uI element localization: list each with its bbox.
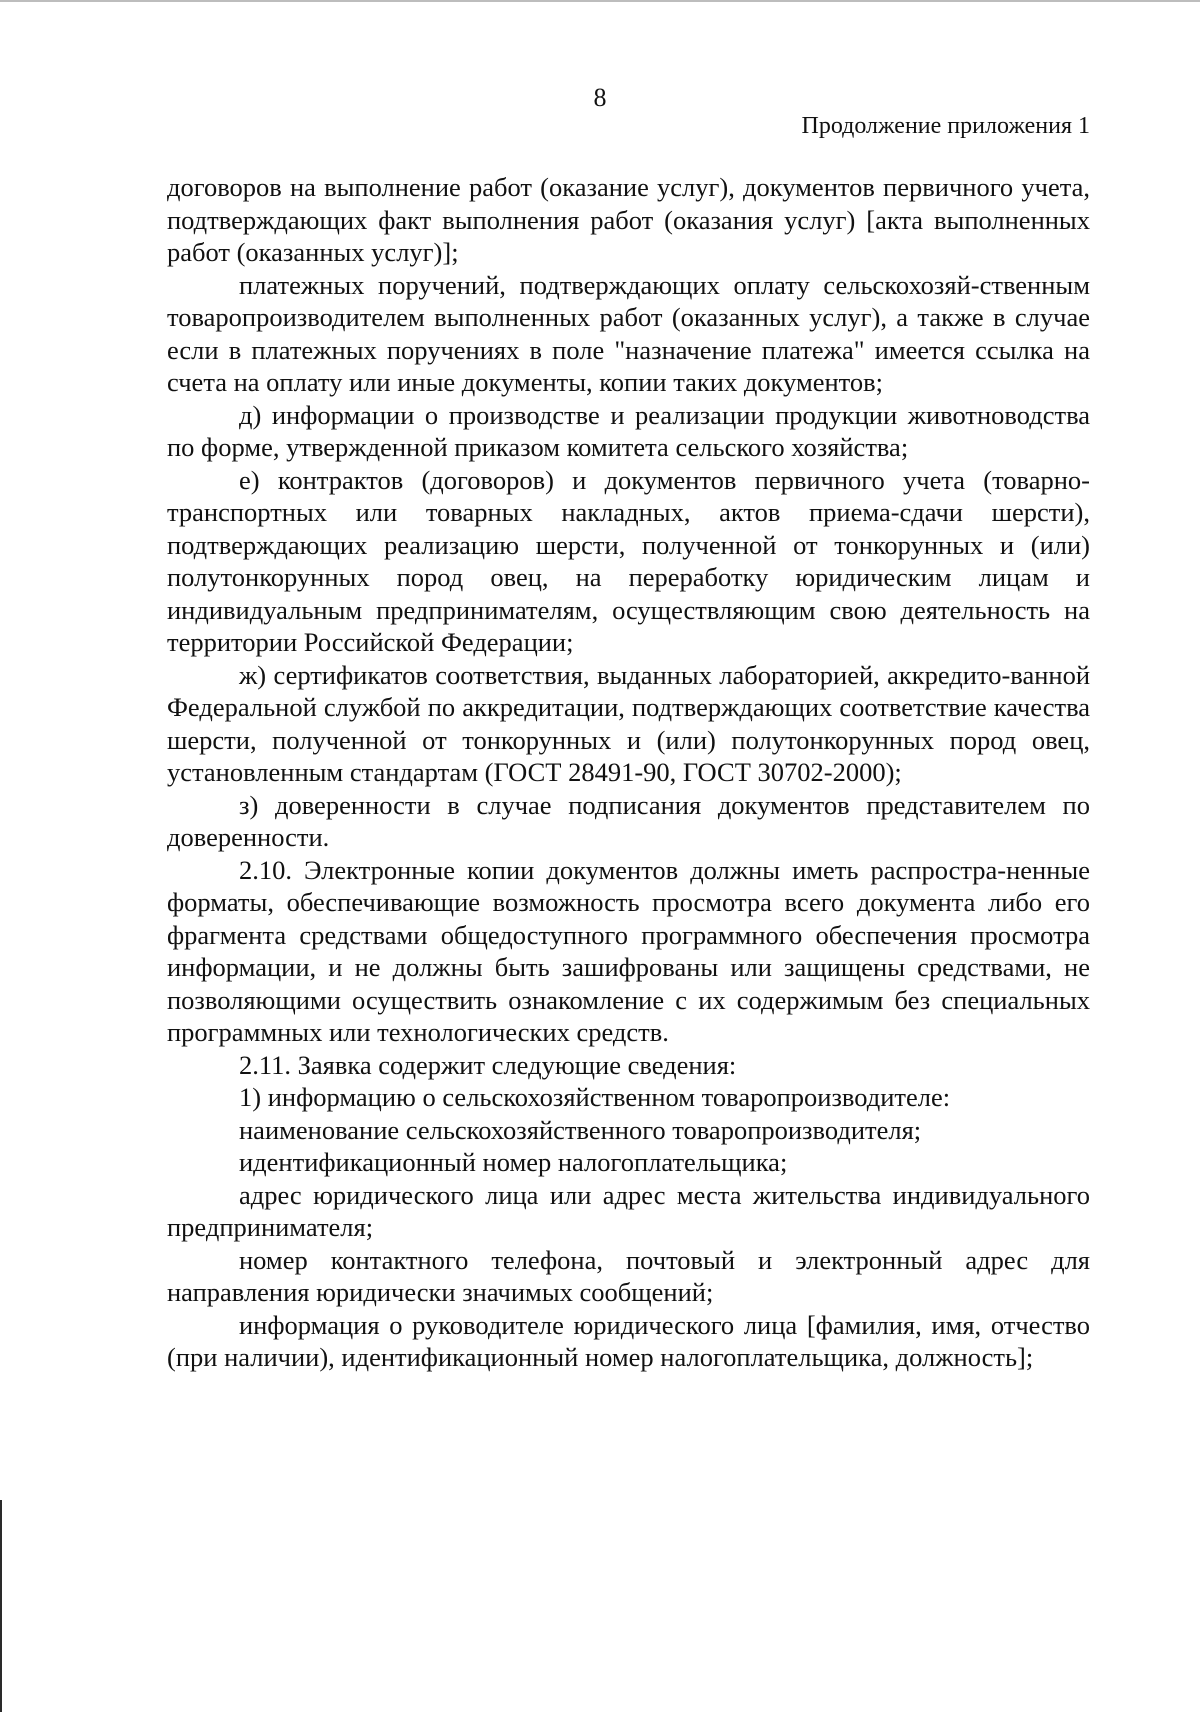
paragraph-item-zh: ж) сертификатов соответствия, выданных лабораторией, аккредито-ванной Федеральной службой по аккредитации, подтверждающих соответствие качества шерсти, полученной от тонкорунных и (или) полутонкорунных пород овец, установленным стандартам (ГОСТ 28491-90, ГОСТ 30702-2000); — [167, 659, 1090, 787]
paragraph-contracts-continuation: договоров на выполнение работ (оказание услуг), документов первичного учета, подтверждающих факт выполнения работ (оказания услуг) [акта выполненных работ (оказанных услуг)]; — [167, 172, 1090, 267]
paragraph-head-info: информация о руководителе юридического лица [фамилия, имя, отчество (при наличии), идентификационный номер налогоплательщика, должность]; — [167, 1309, 1090, 1372]
paragraph-contacts: номер контактного телефона, почтовый и электронный адрес для направления юридически значимых сообщений; — [167, 1244, 1090, 1307]
paragraph-tax-id: идентификационный номер налогоплательщика; — [239, 1147, 788, 1177]
page-number: 8 — [593, 83, 607, 112]
paragraph-2-10: 2.10. Электронные копии документов должны иметь распростра-ненные форматы, обеспечивающие возможность просмотра всего документа либо его фрагмента средствами общедоступного программного обеспечения просмотра информации, и не должны быть зашифрованы или защищены средствами, не позволяющими осуществить ознакомление с их содержимым без специальных программных или технологических средств. — [167, 854, 1090, 1047]
scan-edge-left — [0, 1500, 2, 1712]
paragraph-item-z: з) доверенности в случае подписания документов представителем по доверенности. — [167, 789, 1090, 852]
appendix-continuation-note: Продолжение приложения 1 — [801, 113, 1090, 139]
paragraph-address: адрес юридического лица или адрес места жительства индивидуального предпринимателя; — [167, 1179, 1090, 1242]
paragraph-item-e: е) контрактов (договоров) и документов первичного учета (товарно-транспортных или товарных накладных, актов приема-сдачи шерсти), подтверждающих реализацию шерсти, полученной от тонкорунных и (или) полутонкорунных пород овец, на переработку юридическим лицам и индивидуальным предпринимателям, осуществляющим свою деятельность на территории Российской Федерации; — [167, 464, 1090, 657]
body-text — [167, 171, 1090, 1374]
paragraph-item-1: 1) информацию о сельскохозяйственном товаропроизводителе: — [239, 1082, 951, 1112]
paragraph-2-11: 2.11. Заявка содержит следующие сведения: — [239, 1049, 737, 1080]
paragraph-producer-name: наименование сельскохозяйственного товаропроизводителя; — [239, 1114, 922, 1145]
paragraph-item-d: д) информации о производстве и реализации продукции животноводства по форме, утвержденной приказом комитета сельского хозяйства; — [167, 399, 1090, 462]
scan-edge-top — [0, 0, 1200, 2]
paragraph-payment-orders: платежных поручений, подтверждающих оплату сельскохозяй-ственным товаропроизводителем выполненных работ (оказанных услуг), а также в случае если в платежных поручениях в поле "назначение платежа" имеется ссылка на счета на оплату или иные документы, копии таких документов; — [167, 269, 1090, 397]
